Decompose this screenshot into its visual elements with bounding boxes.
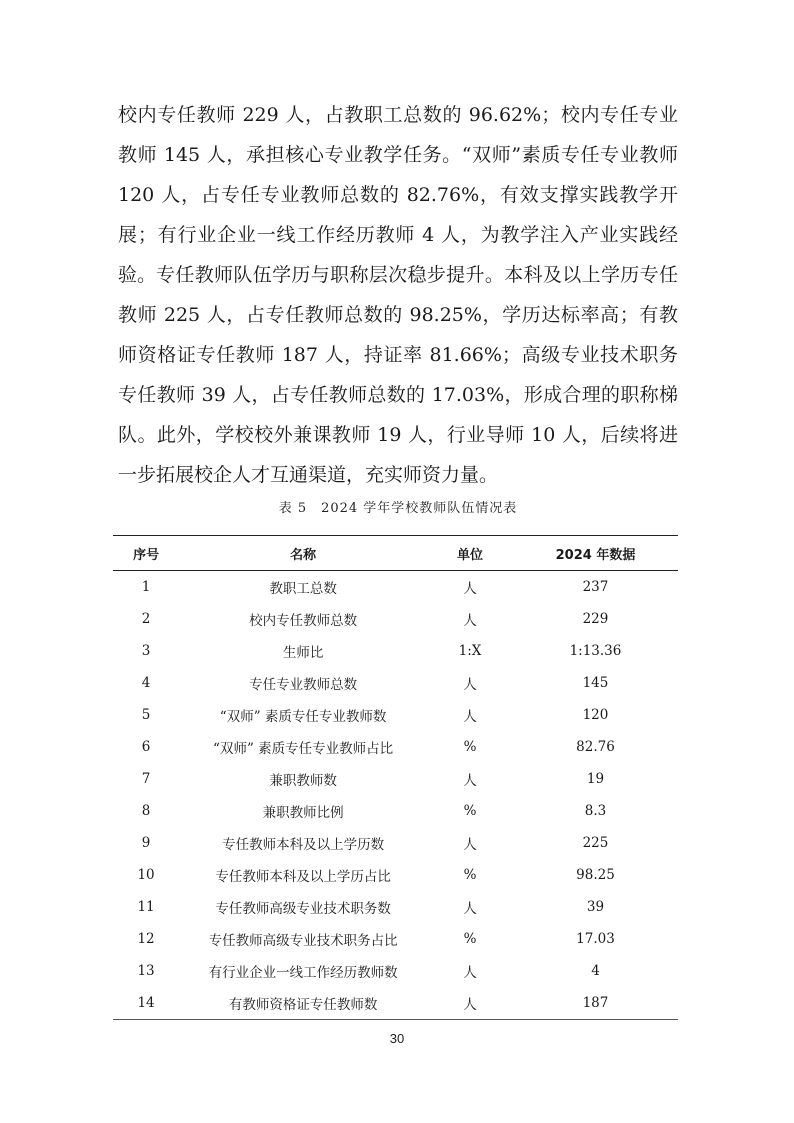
cell-unit: % [463, 867, 477, 883]
header-name: 名称 [290, 547, 317, 563]
cell-unit: 人 [463, 709, 477, 725]
cell-value: 1:13.36 [569, 643, 622, 659]
table-row [113, 763, 678, 795]
cell-index: 8 [141, 803, 151, 819]
table-caption: 表 5 2024 学年学校教师队伍情况表 [278, 501, 518, 516]
table-row [113, 731, 678, 763]
cell-name: 专任教师本科及以上学历占比 [215, 869, 391, 885]
cell-unit: % [463, 803, 477, 819]
cell-index: 10 [137, 867, 155, 883]
cell-value: 39 [586, 899, 605, 915]
table-row [113, 667, 678, 699]
cell-value: 187 [582, 995, 609, 1011]
cell-index: 14 [137, 995, 155, 1011]
body-paragraph: 校内专任教师 229 人，占教职工总数的 96.62%；校内专任专业教师 145 人，承担核心专业教学任务。“双师”素质专任专业教师 120 人，占专任专业教师总数的 82.76%，有效支撑实践教学开展；有行业企业一线工作经历教师 4 人，为教学注入产业实践经验。 [118, 104, 678, 286]
table-row [113, 635, 678, 667]
cell-value: 4 [591, 963, 600, 979]
cell-value: 229 [582, 611, 609, 627]
page-number: 30 [389, 1031, 405, 1046]
cell-index: 6 [141, 739, 151, 755]
cell-value: 145 [582, 675, 609, 691]
table-row [113, 987, 678, 1020]
cell-unit: 人 [463, 837, 477, 853]
cell-name: 有教师资格证专任教师数 [228, 997, 378, 1013]
cell-name: 教职工总数 [269, 581, 337, 597]
cell-name: 有行业企业一线工作经历教师数 [208, 965, 398, 981]
body-paragraph: 专任教师队伍学历与职称层次稳步提升。本科及以上学历专任教师 225 人，占专任教师总数的 98.25%，学历达标率高；有教师资格证专任教师 187 人，持证率 81.66%；高级专业技术职务专任教师 39 人，占专任教师总数的 17.03%，形成合理的职称梯队。此外，学校校外兼课教师 19 人，行业导师 10 人，后续将进一步拓展校企人才互通渠道，充实师资力量。 [118, 264, 678, 486]
cell-unit: 人 [463, 677, 477, 693]
cell-unit: % [463, 931, 477, 947]
cell-index: 3 [141, 643, 151, 659]
cell-value: 19 [586, 771, 605, 787]
cell-index: 13 [137, 963, 155, 979]
cell-unit: % [463, 739, 477, 755]
cell-unit: 人 [463, 965, 477, 981]
cell-unit: 人 [463, 613, 477, 629]
cell-name: “双师” 素质专任专业教师占比 [213, 741, 394, 757]
cell-value: 98.25 [576, 867, 615, 883]
table-row [113, 955, 678, 987]
header-unit: 单位 [457, 547, 484, 563]
cell-name: 专任专业教师总数 [249, 677, 358, 693]
cell-unit: 人 [463, 997, 477, 1013]
cell-name: 生师比 [282, 645, 324, 661]
cell-name: “双师” 素质专任专业教师数 [219, 709, 387, 725]
cell-name: 兼职教师数 [269, 773, 337, 789]
cell-value: 120 [582, 707, 609, 723]
cell-index: 2 [141, 611, 151, 627]
cell-unit: 人 [463, 901, 477, 917]
header-data: 2024 年数据 [555, 547, 636, 563]
cell-name: 校内专任教师总数 [249, 613, 358, 629]
table-row [113, 891, 678, 923]
cell-index: 4 [141, 675, 151, 691]
cell-name: 兼职教师比例 [262, 805, 344, 821]
cell-unit: 人 [463, 581, 477, 597]
table-row [113, 603, 678, 635]
table-row [113, 571, 678, 604]
cell-value: 17.03 [576, 931, 615, 947]
cell-unit: 1:X [458, 643, 482, 659]
cell-unit: 人 [463, 773, 477, 789]
table-header-row [113, 536, 678, 571]
cell-index: 1 [141, 579, 151, 595]
cell-value: 82.76 [576, 739, 615, 755]
cell-value: 237 [582, 579, 609, 595]
cell-index: 5 [141, 707, 151, 723]
cell-index: 11 [137, 899, 155, 915]
cell-name: 专任教师高级专业技术职务数 [215, 901, 391, 917]
cell-index: 12 [137, 931, 155, 947]
table-row [113, 827, 678, 859]
cell-name: 专任教师本科及以上学历数 [222, 837, 385, 853]
header-index: 序号 [133, 547, 160, 563]
table-row [113, 859, 678, 891]
cell-index: 7 [141, 771, 151, 787]
cell-index: 9 [141, 835, 151, 851]
cell-name: 专任教师高级专业技术职务占比 [208, 933, 398, 949]
table-row [113, 795, 678, 827]
teacher-staff-table [113, 535, 678, 1020]
cell-value: 8.3 [584, 803, 607, 819]
table-row [113, 699, 678, 731]
cell-value: 225 [582, 835, 609, 851]
table-row [113, 923, 678, 955]
